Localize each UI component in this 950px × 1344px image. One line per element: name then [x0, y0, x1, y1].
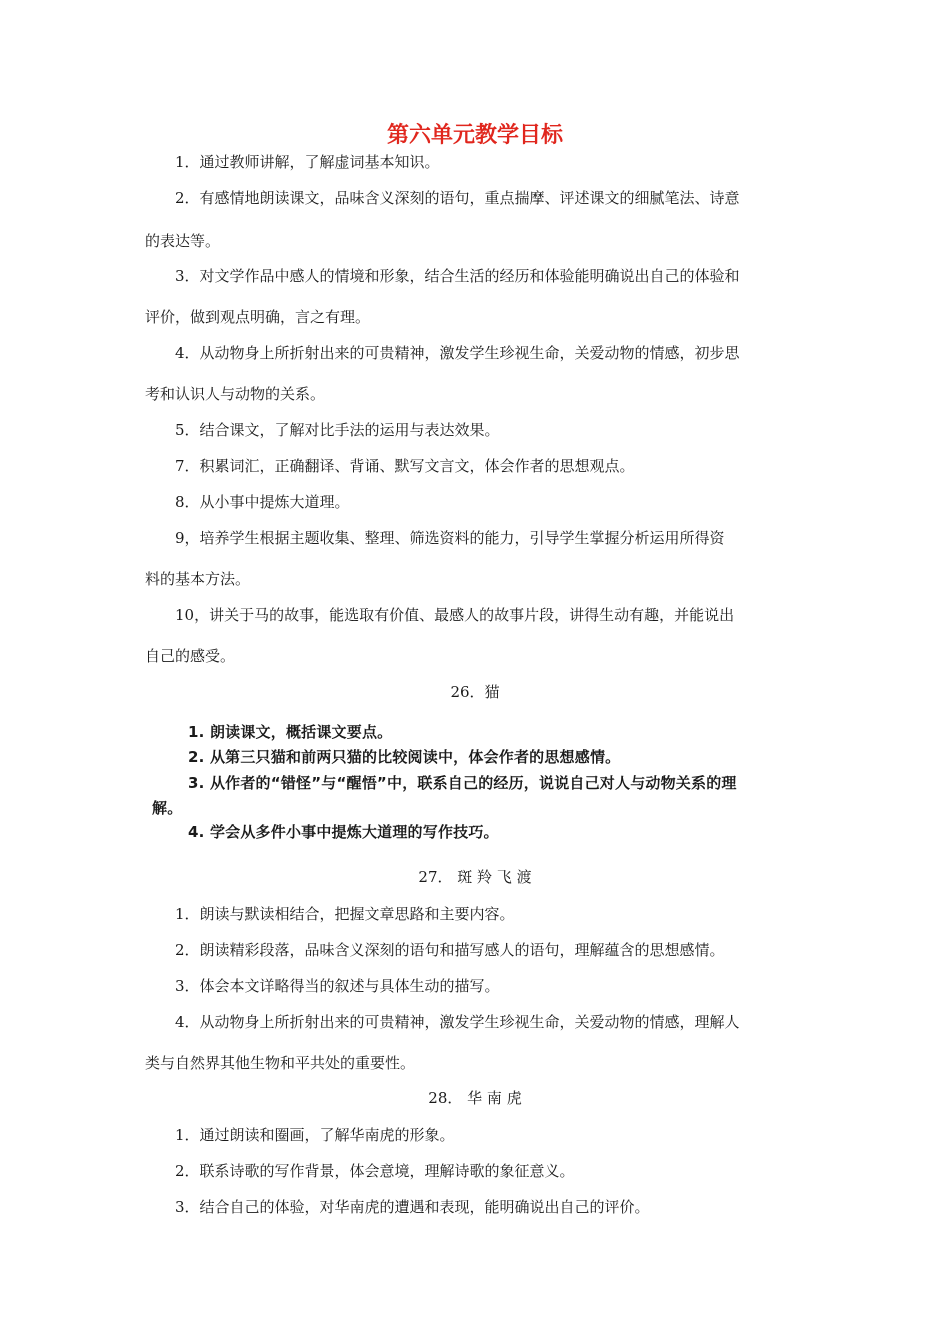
lesson-27-item-4-cont: 类与自然界其他生物和平共处的重要性。 — [145, 1054, 416, 1072]
lesson-26-item-3: 3. 从作者的“错怪”与“醒悟”中，联系自己的经历，说说自己对人与动物关系的理 — [188, 774, 737, 792]
unit-goal-7: 7．积累词汇，正确翻译、背诵、默写文言文，体会作者的思想观点。 — [175, 457, 635, 475]
lesson-26-item-1: 1. 朗读课文，概括课文要点。 — [188, 723, 393, 741]
unit-goal-10-cont: 自己的感受。 — [145, 647, 236, 665]
unit-goal-3: 3．对文学作品中感人的情境和形象，结合生活的经历和体验能明确说出自己的体验和 — [175, 267, 740, 285]
lesson-28-heading: 28． 华 南 虎 — [428, 1089, 522, 1107]
lesson-26-item-2: 2. 从第三只猫和前两只猫的比较阅读中，体会作者的思想感情。 — [188, 748, 621, 766]
unit-goal-9: 9，培养学生根据主题收集、整理、筛选资料的能力，引导学生掌握分析运用所得资 — [175, 529, 725, 547]
unit-goal-5: 5．结合课文，了解对比手法的运用与表达效果。 — [175, 421, 500, 439]
lesson-27-item-4: 4．从动物身上所折射出来的可贵精神，激发学生珍视生命，关爱动物的情感，理解人 — [175, 1013, 740, 1031]
unit-goal-4: 4．从动物身上所折射出来的可贵精神，激发学生珍视生命，关爱动物的情感，初步思 — [175, 344, 740, 362]
lesson-28-item-1: 1．通过朗读和圈画，了解华南虎的形象。 — [175, 1126, 455, 1144]
unit-goal-10: 10，讲关于马的故事，能选取有价值、最感人的故事片段，讲得生动有趣，并能说出 — [175, 606, 735, 624]
page-title: 第六单元教学目标 — [386, 123, 563, 148]
unit-goal-8: 8．从小事中提炼大道理。 — [175, 493, 350, 511]
unit-goal-1: 1．通过教师讲解，了解虚词基本知识。 — [175, 153, 440, 171]
unit-goal-4-cont: 考和认识人与动物的关系。 — [145, 385, 326, 403]
lesson-26-heading: 26．猫 — [450, 683, 500, 701]
unit-goal-9-cont: 料的基本方法。 — [145, 570, 251, 588]
lesson-27-item-3: 3．体会本文详略得当的叙述与具体生动的描写。 — [175, 977, 500, 995]
lesson-27-heading: 27． 斑 羚 飞 渡 — [418, 868, 532, 886]
unit-goal-3-cont: 评价，做到观点明确，言之有理。 — [145, 308, 371, 326]
lesson-26-item-4: 4. 学会从多件小事中提炼大道理的写作技巧。 — [188, 823, 499, 841]
lesson-28-item-3: 3．结合自己的体验，对华南虎的遭遇和表现，能明确说出自己的评价。 — [175, 1198, 650, 1216]
lesson-26-item-3-cont: 解。 — [152, 799, 183, 817]
unit-goal-2-cont: 的表达等。 — [145, 232, 221, 250]
unit-goal-2: 2．有感情地朗读课文，品味含义深刻的语句，重点揣摩、评述课文的细腻笔法、诗意 — [175, 189, 740, 207]
lesson-28-item-2: 2．联系诗歌的写作背景，体会意境，理解诗歌的象征意义。 — [175, 1162, 575, 1180]
lesson-27-item-2: 2．朗读精彩段落，品味含义深刻的语句和描写感人的语句，理解蕴含的思想感情。 — [175, 941, 725, 959]
lesson-27-item-1: 1．朗读与默读相结合，把握文章思路和主要内容。 — [175, 905, 515, 923]
